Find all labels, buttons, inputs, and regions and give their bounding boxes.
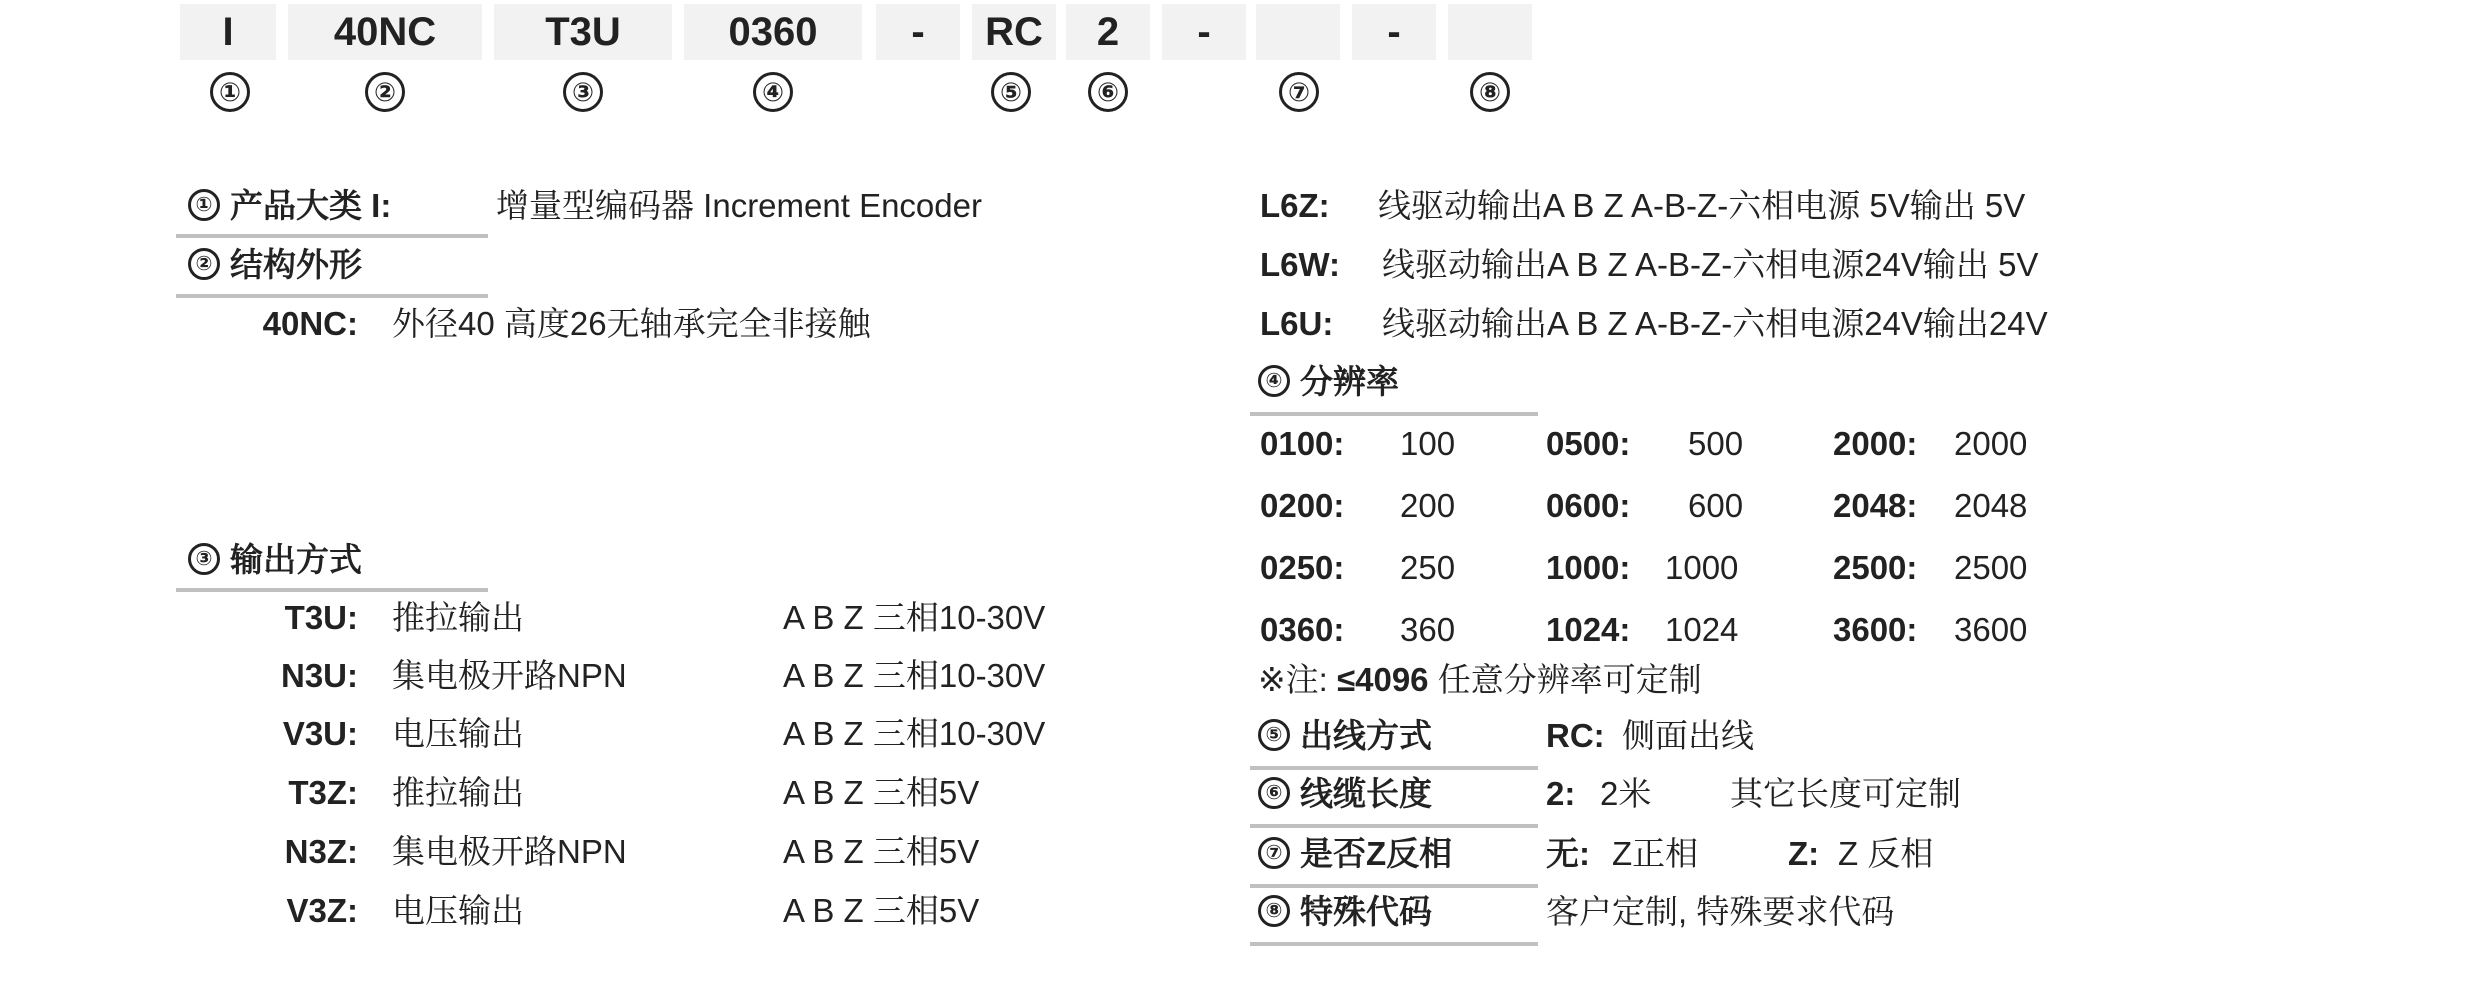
code-number-8: ⑧ — [1470, 72, 1510, 112]
section-product-category — [188, 184, 391, 228]
z-option-code: Z: — [1788, 835, 1820, 872]
output-code: T3Z: — [288, 774, 358, 811]
section-underline — [1250, 824, 1538, 828]
output-type: 推拉输出 — [392, 599, 524, 636]
code-cell-dash: - — [1352, 4, 1436, 60]
section-special-code — [1258, 890, 1432, 934]
line-drive-code: L6W: — [1260, 246, 1341, 283]
line-drive-code: L6Z: — [1260, 187, 1330, 224]
section-title: 出线方式 — [1300, 717, 1432, 754]
output-spec: A B Z 三相10-30V — [783, 715, 1046, 752]
code-cell-product: I — [180, 4, 276, 60]
section-z-inversion — [1258, 832, 1452, 876]
resolution-code: 1000: — [1546, 549, 1631, 586]
section-cable-exit — [1258, 714, 1432, 758]
code-cell-resolution: 0360 — [684, 4, 862, 60]
output-code: T3U: — [284, 599, 358, 636]
note-limit: ≤4096 — [1337, 661, 1429, 698]
resolution-code: 0100: — [1260, 425, 1345, 462]
output-code: N3Z: — [284, 833, 358, 870]
resolution-code: 1024: — [1546, 611, 1631, 648]
code-cell-dash: - — [876, 4, 960, 60]
resolution-value: 500 — [1688, 425, 1744, 462]
output-code: V3Z: — [286, 892, 358, 929]
resolution-code: 0600: — [1546, 487, 1631, 524]
line-drive-desc: 线驱动输出A B Z A-B-Z-六相电源 5V输出 5V — [1378, 187, 2026, 224]
output-type: 推拉输出 — [392, 774, 524, 811]
section-number: ② — [188, 248, 220, 280]
resolution-value: 250 — [1400, 549, 1456, 586]
section-underline — [1250, 942, 1538, 946]
resolution-value: 2000 — [1954, 425, 2028, 462]
section-output-type — [188, 538, 362, 582]
section-number: ③ — [188, 543, 220, 575]
cable-length-code: 2: — [1546, 775, 1576, 812]
code-cell-cable-length: 2 — [1066, 4, 1150, 60]
section-number: ④ — [1258, 365, 1290, 397]
section-underline — [1250, 884, 1538, 888]
section-underline — [176, 234, 488, 238]
output-type: 电压输出 — [392, 715, 524, 752]
resolution-value: 200 — [1400, 487, 1456, 524]
line-drive-desc: 线驱动输出A B Z A-B-Z-六相电源24V输出 5V — [1382, 246, 2039, 283]
section-title: 是否Z反相 — [1300, 835, 1453, 872]
output-spec: A B Z 三相5V — [783, 833, 980, 870]
code-cell-output: T3U — [494, 4, 672, 60]
code-number-4: ④ — [753, 72, 793, 112]
code-number-6: ⑥ — [1088, 72, 1128, 112]
output-type: 电压输出 — [392, 892, 524, 929]
cable-length-desc: 2米 — [1600, 775, 1652, 812]
section-underline — [176, 588, 488, 592]
note-prefix: ※注: — [1258, 661, 1328, 698]
structure-code: 40NC: — [262, 305, 358, 342]
output-spec: A B Z 三相10-30V — [783, 599, 1046, 636]
resolution-code: 3600: — [1833, 611, 1918, 648]
code-number-5: ⑤ — [991, 72, 1031, 112]
resolution-value: 600 — [1688, 487, 1744, 524]
section-title: 特殊代码 — [1300, 893, 1432, 930]
z-option-code: 无: — [1546, 835, 1590, 872]
output-spec: A B Z 三相10-30V — [783, 657, 1046, 694]
section-number: ① — [188, 189, 220, 221]
cable-exit-desc: 侧面出线 — [1622, 717, 1754, 754]
structure-desc: 外径40 高度26无轴承完全非接触 — [392, 305, 871, 342]
resolution-value: 1000 — [1665, 549, 1739, 586]
resolution-code: 2500: — [1833, 549, 1918, 586]
resolution-value: 2500 — [1954, 549, 2028, 586]
section-title: 线缆长度 — [1300, 775, 1432, 812]
code-cell-special — [1448, 4, 1532, 60]
line-drive-code: L6U: — [1260, 305, 1334, 342]
output-spec: A B Z 三相5V — [783, 892, 980, 929]
section-number: ⑦ — [1258, 837, 1290, 869]
resolution-code: 0360: — [1260, 611, 1345, 648]
cable-exit-code: RC: — [1546, 717, 1605, 754]
output-type: 集电极开路NPN — [392, 657, 627, 694]
code-number-1: ① — [210, 72, 250, 112]
code-number-7: ⑦ — [1279, 72, 1319, 112]
z-option-desc: Z正相 — [1612, 835, 1699, 872]
section-title: 分辨率 — [1300, 363, 1399, 400]
code-cell-structure: 40NC — [288, 4, 482, 60]
section-title: 结构外形 — [230, 246, 362, 283]
resolution-code: 2000: — [1833, 425, 1918, 462]
code-number-2: ② — [365, 72, 405, 112]
code-cell-cable-exit: RC — [972, 4, 1056, 60]
code-cell-z-inversion — [1256, 4, 1340, 60]
section-underline — [1250, 412, 1538, 416]
section-number: ⑧ — [1258, 895, 1290, 927]
section-number: ⑥ — [1258, 777, 1290, 809]
z-option-desc: Z 反相 — [1838, 835, 1934, 872]
output-spec: A B Z 三相5V — [783, 774, 980, 811]
code-cell-dash: - — [1162, 4, 1246, 60]
section-cable-length — [1258, 772, 1432, 816]
output-code: N3U: — [280, 657, 358, 694]
output-code: V3U: — [282, 715, 358, 752]
note-text: 任意分辨率可定制 — [1437, 661, 1702, 698]
resolution-value: 1024 — [1665, 611, 1739, 648]
resolution-value: 2048 — [1954, 487, 2028, 524]
section-title: 产品大类 I: — [230, 187, 392, 224]
product-category-desc: 增量型编码器 Increment Encoder — [496, 187, 982, 224]
resolution-code: 0200: — [1260, 487, 1345, 524]
resolution-value: 100 — [1400, 425, 1456, 462]
code-number-3: ③ — [563, 72, 603, 112]
section-underline — [176, 294, 488, 298]
cable-length-extra: 其它长度可定制 — [1730, 775, 1961, 812]
resolution-value: 360 — [1400, 611, 1456, 648]
section-number: ⑤ — [1258, 719, 1290, 751]
resolution-note — [1258, 658, 1702, 702]
output-type: 集电极开路NPN — [392, 833, 627, 870]
section-resolution — [1258, 360, 1399, 404]
section-underline — [1250, 766, 1538, 770]
resolution-code: 0250: — [1260, 549, 1345, 586]
section-structure — [188, 243, 362, 287]
line-drive-desc: 线驱动输出A B Z A-B-Z-六相电源24V输出24V — [1382, 305, 2048, 342]
resolution-code: 2048: — [1833, 487, 1918, 524]
section-title: 输出方式 — [230, 541, 362, 578]
resolution-value: 3600 — [1954, 611, 2028, 648]
resolution-code: 0500: — [1546, 425, 1631, 462]
special-code-desc: 客户定制, 特殊要求代码 — [1546, 893, 1895, 930]
